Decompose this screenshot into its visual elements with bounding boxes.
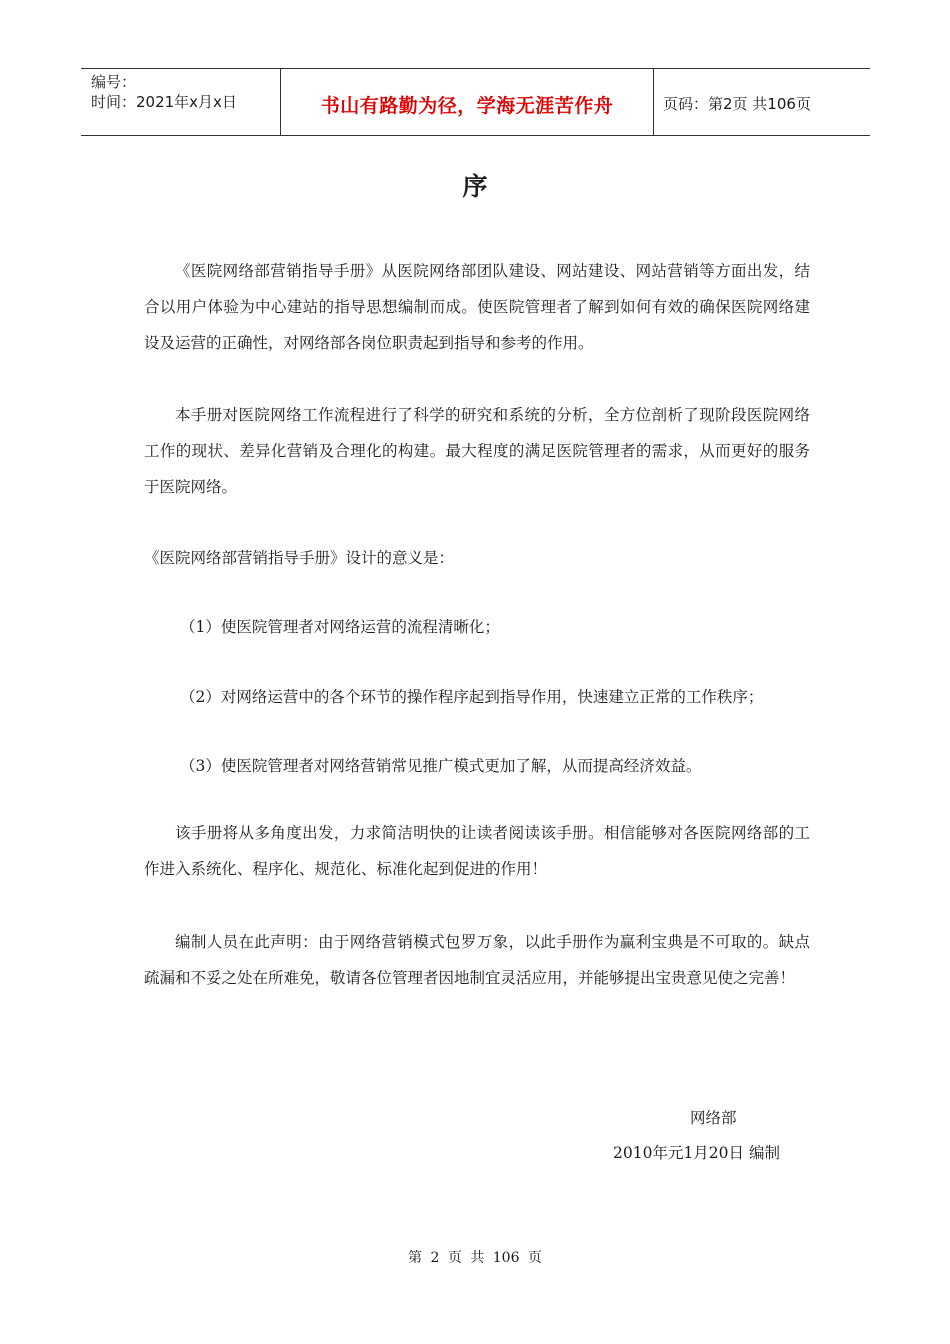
time-label: 时间：2021年x月x日 [91, 93, 237, 111]
significance-intro: 《医院网络部营销指导手册》设计的意义是： [144, 549, 455, 567]
paragraph-2: 本手册对医院网络工作流程进行了科学的研究和系统的分析，全方位剖析了现阶段医院网络工作的现状、差异化营销及合理化的构建。最大程度的满足医院管理者的需求，从而更好的服务于医院网络。 [144, 406, 810, 496]
list-item-3: （3）使医院管理者对网络营销常见推广模式更加了解，从而提高经济效益。 [180, 757, 702, 775]
document-header [81, 68, 870, 136]
paragraph-4: 编制人员在此声明：由于网络营销模式包罗万象，以此手册作为赢利宝典是不可取的。缺点疏漏和不妥之处在所难免，敬请各位管理者因地制宜灵活应用，并能够提出宝贵意见使之完善！ [144, 933, 810, 987]
paragraph-3: 该手册将从多角度出发，力求简洁明快的让读者阅读该手册。相信能够对各医院网络部的工作进入系统化、程序化、规范化、标准化起到促进的作用！ [144, 824, 810, 878]
page-footer: 第 2 页 共 106 页 [408, 1250, 542, 1266]
document-title: 序 [462, 172, 488, 201]
paragraph-1: 《医院网络部营销指导手册》从医院网络部团队建设、网站建设、网站营销等方面出发，结合以用户体验为中心建站的指导思想编制而成。使医院管理者了解到如何有效的确保医院网络建设及运营的正确性，对网络部各岗位职责起到指导和参考的作用。 [144, 262, 810, 352]
number-label: 编号： [91, 73, 137, 91]
motto-text: 书山有路勤为径，学海无涯苦作舟 [320, 94, 614, 117]
list-item-1: （1）使医院管理者对网络运营的流程清晰化； [180, 618, 500, 636]
page-info: 页码：第2页 共106页 [663, 95, 811, 113]
signature-date: 2010年元1月20日 编制 [613, 1144, 780, 1162]
signature-department: 网络部 [690, 1109, 737, 1127]
header-page-cell [654, 69, 870, 135]
list-item-2: （2）对网络运营中的各个环节的操作程序起到指导作用，快速建立正常的工作秩序； [180, 688, 764, 706]
header-meta-cell [81, 69, 281, 135]
header-motto-cell [281, 69, 654, 135]
